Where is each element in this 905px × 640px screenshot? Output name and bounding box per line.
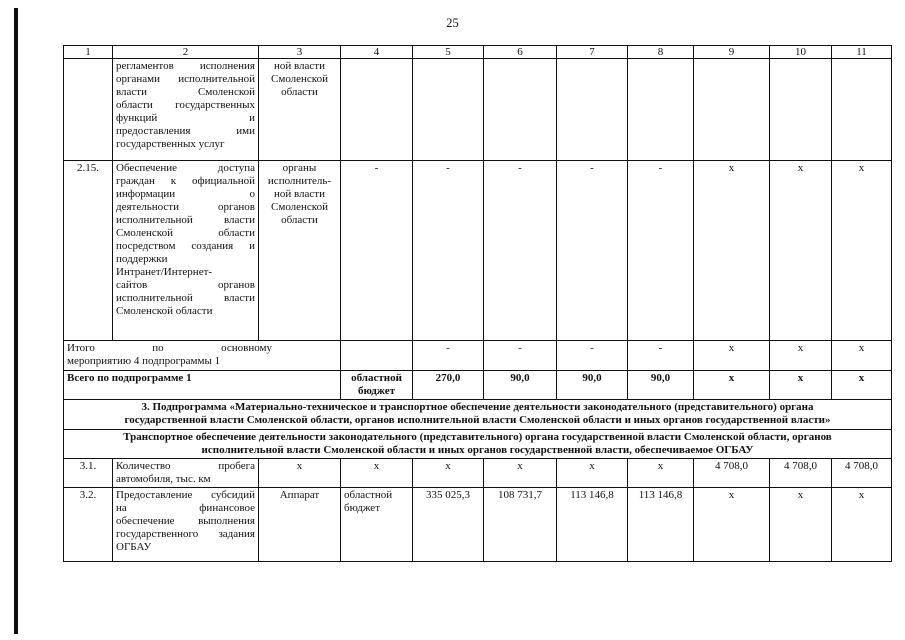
text-line: Итого по основному — [67, 342, 272, 354]
col-number: 1 — [64, 46, 113, 59]
text-line: функций и — [116, 112, 255, 124]
value-cell: 270,0 — [413, 371, 484, 400]
text-line: областной — [351, 372, 402, 384]
value-cell: 4 708,0 — [770, 459, 832, 488]
text-line: информации о — [116, 188, 255, 200]
value-cell: 90,0 — [484, 371, 557, 400]
col-number: 5 — [413, 46, 484, 59]
empty-cell — [832, 59, 892, 161]
value-cell: 113 146,8 — [628, 488, 694, 562]
text-line: ной власти — [273, 60, 326, 72]
text-line: сайтов органов — [116, 279, 255, 291]
subsection-heading-row — [64, 430, 892, 459]
empty-cell — [770, 59, 832, 161]
value-cell: x — [259, 459, 341, 488]
text-line: области государственных — [116, 99, 255, 111]
value-cell: 4 708,0 — [832, 459, 892, 488]
value-cell: x — [832, 371, 892, 400]
row-num-cell — [64, 59, 113, 161]
text-line: автомобиля, тыс. км — [116, 473, 211, 485]
value-cell: x — [557, 459, 628, 488]
empty-cell — [628, 59, 694, 161]
table-row-continuation — [64, 59, 892, 161]
funding-source-cell — [341, 371, 413, 400]
col-number: 3 — [259, 46, 341, 59]
empty-cell — [341, 59, 413, 161]
text-line: Смоленской области — [116, 227, 255, 239]
value-cell: 90,0 — [628, 371, 694, 400]
executor-cell: Аппарат — [259, 488, 341, 562]
col-number: 6 — [484, 46, 557, 59]
value-cell: x — [694, 341, 770, 371]
text-line: деятельности органов — [116, 201, 255, 213]
row-num-cell: 3.2. — [64, 488, 113, 562]
value-cell: x — [832, 488, 892, 562]
funding-source-cell — [341, 488, 413, 562]
text-line: органы — [282, 162, 317, 174]
value-cell: - — [484, 341, 557, 371]
text-line: ной власти — [273, 188, 326, 200]
text-line: 3. Подпрограмма «Материально-техническое и транспортное обеспечение деятельности законодательного (представительного) органа — [141, 401, 814, 413]
text-line: Количество пробега — [116, 460, 255, 472]
description-cell — [113, 59, 259, 161]
col-number: 10 — [770, 46, 832, 59]
text-line: ОГБАУ — [116, 541, 152, 553]
table-row-vsego — [64, 371, 892, 400]
value-cell: 113 146,8 — [557, 488, 628, 562]
value-cell: x — [694, 488, 770, 562]
subtotal-label-cell — [64, 341, 341, 371]
text-line: государственного задания — [116, 528, 255, 540]
col-number: 4 — [341, 46, 413, 59]
value-cell: - — [341, 161, 413, 341]
text-line: государственных услуг — [116, 138, 225, 150]
col-number: 7 — [557, 46, 628, 59]
text-line: Интранет/Интернет- — [116, 266, 213, 278]
text-line: мероприятию 4 подпрограммы 1 — [67, 355, 221, 367]
text-line: поддержки — [116, 253, 168, 265]
section-heading — [64, 400, 892, 430]
text-line: исполнительной власти Смоленской области и иных органов государственной власти, обеспечиваемое ОГБАУ — [201, 444, 754, 456]
value-cell: 4 708,0 — [694, 459, 770, 488]
value-cell: - — [557, 161, 628, 341]
text-line: Смоленской — [271, 73, 328, 85]
text-line: исполнительной власти — [116, 292, 255, 304]
text-line: Смоленской области — [116, 305, 213, 317]
row-num-cell: 3.1. — [64, 459, 113, 488]
text-line: органами исполнительной — [116, 73, 255, 85]
value-cell: - — [413, 161, 484, 341]
description-cell — [113, 161, 259, 341]
text-line: Предоставление субсидий — [116, 489, 255, 501]
value-cell: x — [832, 341, 892, 371]
value-cell: x — [628, 459, 694, 488]
table-row-itogo — [64, 341, 892, 371]
description-cell — [113, 459, 259, 488]
text-line: государственной власти Смоленской области, органов исполнительной власти Смоленской области и иных органов государственной власти» — [124, 414, 831, 426]
empty-cell — [484, 59, 557, 161]
executor-cell — [259, 59, 341, 161]
table-row-3-2 — [64, 488, 892, 562]
text-line: Обеспечение доступа — [116, 162, 255, 174]
text-line: посредством создания и — [116, 240, 255, 252]
value-cell: x — [832, 161, 892, 341]
value-cell: x — [694, 371, 770, 400]
value-cell: - — [628, 161, 694, 341]
text-line: областной — [344, 489, 393, 501]
page-number: 25 — [446, 16, 459, 30]
col-number: 9 — [694, 46, 770, 59]
section-heading-row — [64, 400, 892, 430]
value-cell: - — [484, 161, 557, 341]
value-cell: 108 731,7 — [484, 488, 557, 562]
value-cell: 335 025,3 — [413, 488, 484, 562]
total-label-cell: Всего по подпрограмме 1 — [64, 371, 341, 400]
description-cell — [113, 488, 259, 562]
text-line: исполнительной власти — [116, 214, 255, 226]
text-line: Транспортное обеспечение деятельности законодательного (представительного) органа государственной власти Смоленской области, органов — [123, 431, 832, 443]
value-cell: - — [628, 341, 694, 371]
text-line: власти Смоленской — [116, 86, 255, 98]
table-row-3-1 — [64, 459, 892, 488]
value-cell: x — [770, 371, 832, 400]
empty-cell — [557, 59, 628, 161]
empty-cell — [413, 59, 484, 161]
column-number-row — [64, 46, 892, 59]
value-cell: x — [413, 459, 484, 488]
text-line: бюджет — [358, 385, 395, 397]
text-line: предоставления ими — [116, 125, 255, 137]
value-cell: x — [770, 161, 832, 341]
value-cell: x — [770, 488, 832, 562]
text-line: Смоленской — [271, 201, 328, 213]
value-cell: - — [413, 341, 484, 371]
text-line: граждан к официальной — [116, 175, 255, 187]
table-row-2-15 — [64, 161, 892, 341]
text-line: бюджет — [344, 502, 380, 514]
scan-edge-bar — [14, 8, 18, 634]
value-cell: 90,0 — [557, 371, 628, 400]
subsection-heading — [64, 430, 892, 459]
executor-cell — [259, 161, 341, 341]
value-cell: x — [770, 341, 832, 371]
value-cell: x — [341, 459, 413, 488]
text-line: области — [281, 214, 318, 226]
value-cell: - — [557, 341, 628, 371]
text-line: обеспечение выполнения — [116, 515, 255, 527]
row-num-cell: 2.15. — [64, 161, 113, 341]
col-number: 8 — [628, 46, 694, 59]
text-line: исполнитель- — [267, 175, 332, 187]
value-cell: x — [484, 459, 557, 488]
value-cell: x — [694, 161, 770, 341]
text-line: на финансовое — [116, 502, 255, 514]
text-line: области — [281, 86, 318, 98]
empty-cell — [341, 341, 413, 371]
program-activities-table — [63, 45, 892, 562]
empty-cell — [694, 59, 770, 161]
text-line: регламентов исполнения — [116, 60, 255, 72]
col-number: 11 — [832, 46, 892, 59]
col-number: 2 — [113, 46, 259, 59]
